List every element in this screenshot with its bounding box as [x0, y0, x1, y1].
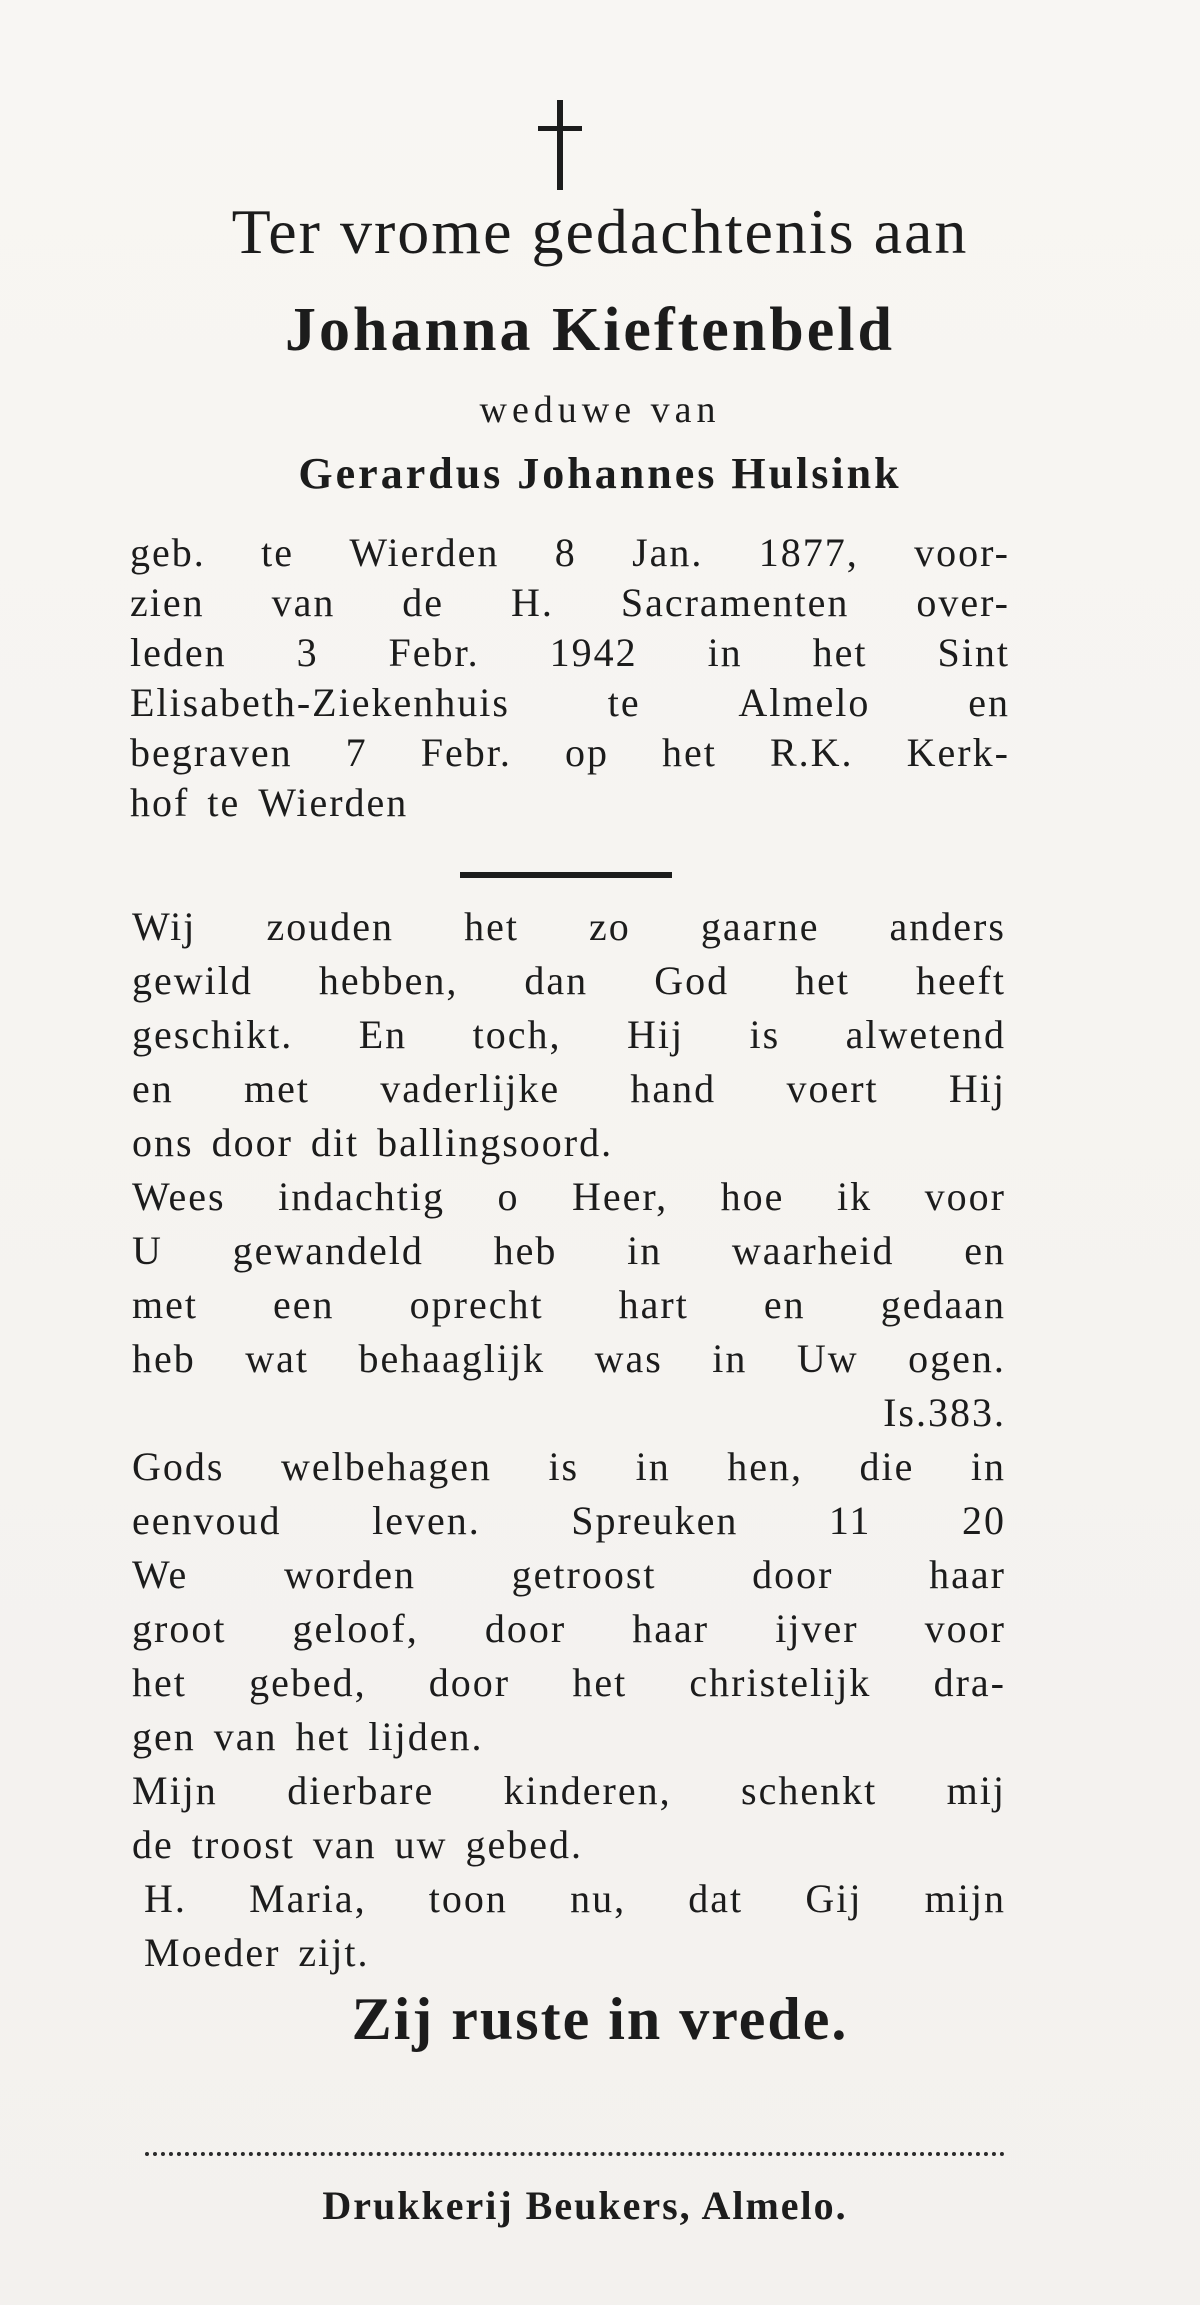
spouse-name: Gerardus Johannes Hulsink [298, 449, 902, 498]
verse-line: Is. 38 3. [883, 1390, 1006, 1435]
verse-line: Wij zouden het zo gaarne anders [132, 904, 1006, 949]
biography-line: Elisabeth-Ziekenhuis te Almelo en [130, 680, 1010, 725]
biography-line: hof te Wierden [130, 780, 409, 825]
verse-line: gewild hebben, dan God het heeft [132, 958, 1006, 1003]
verse-line: Gods welbehagen is in hen, die in [132, 1444, 1006, 1489]
cross-icon [530, 100, 590, 190]
biography-line: geb. te Wierden 8 Jan. 1877, voor- [130, 530, 1010, 575]
closing-line: Zij ruste in vrede. [351, 1986, 849, 2052]
biography-line: zien van de H. Sacramenten over- [130, 580, 1010, 625]
heading: Ter vrome gedachtenis aan [231, 196, 969, 267]
verse-line: Wees indachtig o Heer, hoe ik voor [132, 1174, 1006, 1219]
biography-line: begraven 7 Febr. op het R.K. Kerk- [130, 730, 1010, 775]
verse-line: H. Maria, toon nu, dat Gij mijn [144, 1876, 1006, 1921]
verse-line: groot geloof, door haar ijver voor [132, 1606, 1006, 1651]
verse-line: gen van het lijden. [132, 1714, 484, 1759]
verse-line: Moeder zijt. [144, 1930, 370, 1975]
printer-credit: Drukkerij Beukers, Almelo. [322, 2183, 848, 2228]
verse-line: We worden getroost door haar [132, 1552, 1006, 1597]
verse-line: ons door dit ballingsoord. [132, 1120, 614, 1165]
relation-text: weduwe van [479, 389, 721, 431]
verse-line: geschikt. En toch, Hij is alwetend [132, 1012, 1006, 1057]
dotted-rule [145, 2152, 1005, 2156]
deceased-name: Johanna Kieftenbeld [285, 296, 895, 364]
verse-line: het gebed, door het christelijk dra- [132, 1660, 1006, 1705]
separator-line [460, 872, 672, 878]
verse-line: met een oprecht hart en gedaan [132, 1282, 1006, 1327]
verse-line: U gewandeld heb in waarheid en [132, 1228, 1006, 1273]
biography [130, 528, 1010, 828]
verse-block [132, 900, 1006, 1980]
verse-line: en met vaderlijke hand voert Hij [132, 1066, 1006, 1111]
verse-line: heb wat behaaglijk was in Uw ogen. [132, 1336, 1006, 1381]
verse-line: eenvoud leven. Spreuken 11 20 [132, 1498, 1006, 1543]
verse-line: Mijn dierbare kinderen, schenkt mij [132, 1768, 1006, 1813]
biography-line: leden 3 Febr. 1942 in het Sint [130, 630, 1010, 675]
verse-line: de troost van uw gebed. [132, 1822, 584, 1867]
